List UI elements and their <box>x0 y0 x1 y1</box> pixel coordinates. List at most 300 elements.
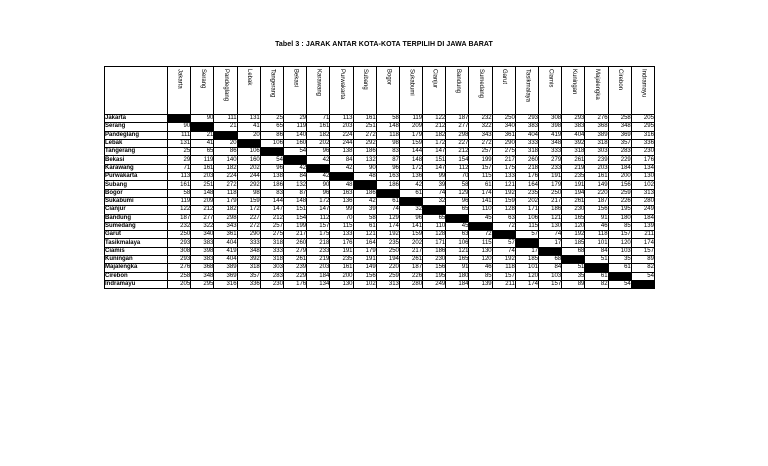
distance-cell: 348 <box>608 123 631 131</box>
distance-cell: 202 <box>515 197 538 205</box>
distance-cell: 184 <box>446 280 469 288</box>
distance-cell: 235 <box>330 256 353 264</box>
distance-cell: 184 <box>631 214 654 222</box>
distance-cell: 159 <box>399 139 422 147</box>
distance-cell: 54 <box>283 148 306 156</box>
distance-cell: 217 <box>492 156 515 164</box>
distance-cell: 184 <box>307 272 330 280</box>
diagonal-cell <box>423 206 446 214</box>
distance-cell: 102 <box>631 181 654 189</box>
distance-cell: 63 <box>446 231 469 239</box>
table-row <box>105 206 655 214</box>
distance-cell: 115 <box>469 239 492 247</box>
distance-cell: 230 <box>562 206 585 214</box>
distance-cell: 212 <box>423 123 446 131</box>
distance-cell: 68 <box>562 247 585 255</box>
distance-cell: 119 <box>283 123 306 131</box>
distance-cell: 139 <box>469 280 492 288</box>
distance-cell: 96 <box>307 148 330 156</box>
diagonal-cell <box>608 272 631 280</box>
distance-cell: 74 <box>539 231 562 239</box>
distance-cell: 249 <box>423 280 446 288</box>
table-row <box>105 131 655 139</box>
distance-cell: 224 <box>214 173 237 181</box>
distance-cell: 72 <box>492 222 515 230</box>
diagonal-cell <box>515 239 538 247</box>
distance-cell: 277 <box>446 123 469 131</box>
distance-cell: 259 <box>608 189 631 197</box>
distance-cell: 343 <box>214 222 237 230</box>
distance-cell: 32 <box>423 197 446 205</box>
distance-cell: 25 <box>168 148 191 156</box>
distance-cell: 130 <box>631 173 654 181</box>
diagonal-cell <box>492 231 515 239</box>
distance-cell: 164 <box>515 181 538 189</box>
distance-cell: 191 <box>353 256 376 264</box>
distance-cell: 185 <box>515 256 538 264</box>
distance-cell: 333 <box>539 148 562 156</box>
distance-cell: 257 <box>260 222 283 230</box>
distance-cell: 217 <box>539 197 562 205</box>
distance-cell: 115 <box>330 222 353 230</box>
distance-cell: 185 <box>562 239 585 247</box>
distance-cell: 308 <box>168 247 191 255</box>
diagonal-cell <box>307 164 330 172</box>
distance-cell: 283 <box>260 272 283 280</box>
distance-cell: 118 <box>214 189 237 197</box>
distance-cell: 176 <box>330 239 353 247</box>
distance-cell: 232 <box>168 222 191 230</box>
distance-cell: 199 <box>469 156 492 164</box>
distance-cell: 42 <box>307 156 330 164</box>
distance-cell: 191 <box>562 181 585 189</box>
distance-cell: 132 <box>353 156 376 164</box>
distance-cell: 293 <box>562 115 585 123</box>
distance-cell: 186 <box>423 247 446 255</box>
distance-cell: 156 <box>423 264 446 272</box>
distance-cell: 191 <box>330 247 353 255</box>
distance-cell: 57 <box>492 239 515 247</box>
distance-cell: 235 <box>376 239 399 247</box>
table-body <box>105 115 655 289</box>
distance-cell: 61 <box>376 197 399 205</box>
distance-cell: 203 <box>330 123 353 131</box>
distance-cell: 61 <box>608 264 631 272</box>
distance-cell: 308 <box>539 115 562 123</box>
distance-cell: 139 <box>631 222 654 230</box>
diagonal-cell <box>237 139 260 147</box>
distance-cell: 147 <box>307 206 330 214</box>
column-header-label: Sukabumi <box>408 69 415 96</box>
distance-cell: 21 <box>214 123 237 131</box>
column-header <box>515 67 538 115</box>
distance-cell: 172 <box>423 139 446 147</box>
distance-cell: 120 <box>515 272 538 280</box>
diagonal-cell <box>353 181 376 189</box>
distance-cell: 369 <box>608 131 631 139</box>
row-header: Jakarta <box>105 115 168 123</box>
row-header: Garut <box>105 231 168 239</box>
distance-cell: 182 <box>423 131 446 139</box>
distance-cell: 149 <box>353 264 376 272</box>
distance-cell: 147 <box>423 164 446 172</box>
distance-cell: 303 <box>585 148 608 156</box>
distance-cell: 179 <box>353 247 376 255</box>
column-header-label: Cirebon <box>617 69 624 91</box>
distance-cell: 111 <box>168 131 191 139</box>
distance-cell: 340 <box>492 123 515 131</box>
distance-cell: 54 <box>608 280 631 288</box>
distance-cell: 192 <box>492 189 515 197</box>
distance-cell: 404 <box>515 131 538 139</box>
distance-cell: 226 <box>399 272 422 280</box>
distance-cell: 115 <box>515 222 538 230</box>
distance-cell: 202 <box>307 139 330 147</box>
distance-cell: 118 <box>585 231 608 239</box>
distance-cell: 70 <box>330 214 353 222</box>
distance-cell: 85 <box>469 272 492 280</box>
column-header <box>539 67 562 115</box>
distance-cell: 68 <box>539 256 562 264</box>
distance-cell: 89 <box>631 256 654 264</box>
distance-cell: 295 <box>191 280 214 288</box>
distance-cell: 318 <box>237 264 260 272</box>
distance-cell: 318 <box>585 139 608 147</box>
table-row <box>105 222 655 230</box>
corner-cell <box>105 67 168 115</box>
distance-cell: 195 <box>608 206 631 214</box>
distance-cell: 84 <box>283 173 306 181</box>
row-header: Tasikmalaya <box>105 239 168 247</box>
distance-cell: 51 <box>585 256 608 264</box>
distance-cell: 199 <box>283 222 306 230</box>
distance-cell: 133 <box>330 231 353 239</box>
distance-cell: 61 <box>353 222 376 230</box>
distance-cell: 90 <box>168 123 191 131</box>
distance-cell: 120 <box>562 222 585 230</box>
column-header <box>562 67 585 115</box>
row-header: Bogor <box>105 189 168 197</box>
column-header <box>237 67 260 115</box>
distance-cell: 217 <box>283 231 306 239</box>
distance-cell: 200 <box>330 272 353 280</box>
column-header-label: Karawang <box>315 69 322 97</box>
distance-cell: 298 <box>214 214 237 222</box>
distance-cell: 318 <box>515 148 538 156</box>
distance-cell: 233 <box>539 164 562 172</box>
distance-cell: 159 <box>399 231 422 239</box>
diagonal-cell <box>330 173 353 181</box>
distance-cell: 112 <box>307 214 330 222</box>
column-header <box>376 67 399 115</box>
diagonal-cell <box>168 115 191 123</box>
distance-cell: 182 <box>214 164 237 172</box>
distance-cell: 272 <box>237 222 260 230</box>
column-header <box>307 67 330 115</box>
distance-cell: 156 <box>608 181 631 189</box>
table-row <box>105 197 655 205</box>
distance-cell: 192 <box>562 231 585 239</box>
distance-cell: 220 <box>376 264 399 272</box>
distance-cell: 141 <box>469 197 492 205</box>
distance-cell: 261 <box>399 256 422 264</box>
distance-cell: 276 <box>168 264 191 272</box>
distance-cell: 209 <box>191 197 214 205</box>
distance-cell: 179 <box>399 131 422 139</box>
distance-cell: 121 <box>446 247 469 255</box>
distance-cell: 292 <box>237 181 260 189</box>
distance-cell: 276 <box>585 115 608 123</box>
distance-cell: 383 <box>191 256 214 264</box>
distance-cell: 171 <box>423 239 446 247</box>
distance-cell: 90 <box>307 181 330 189</box>
distance-cell: 174 <box>631 239 654 247</box>
distance-cell: 212 <box>191 206 214 214</box>
distance-cell: 404 <box>214 239 237 247</box>
distance-cell: 218 <box>307 239 330 247</box>
distance-cell: 258 <box>608 115 631 123</box>
table-row <box>105 256 655 264</box>
column-header-label: Majalengka <box>593 69 600 100</box>
distance-cell: 176 <box>283 280 306 288</box>
distance-cell: 84 <box>330 156 353 164</box>
distance-cell: 172 <box>399 164 422 172</box>
distance-cell: 128 <box>492 206 515 214</box>
distance-cell: 239 <box>585 156 608 164</box>
distance-cell: 419 <box>214 247 237 255</box>
distance-cell: 130 <box>539 222 562 230</box>
distance-cell: 279 <box>539 156 562 164</box>
distance-cell: 48 <box>353 173 376 181</box>
distance-cell: 333 <box>260 247 283 255</box>
distance-cell: 71 <box>168 164 191 172</box>
table-row <box>105 264 655 272</box>
distance-cell: 187 <box>168 214 191 222</box>
distance-cell: 348 <box>539 139 562 147</box>
distance-cell: 233 <box>307 247 330 255</box>
row-header: Sukabumi <box>105 197 168 205</box>
distance-cell: 250 <box>492 115 515 123</box>
distance-cell: 165 <box>562 214 585 222</box>
distance-cell: 220 <box>585 189 608 197</box>
distance-cell: 235 <box>562 173 585 181</box>
distance-cell: 96 <box>399 214 422 222</box>
distance-cell: 74 <box>376 206 399 214</box>
distance-cell: 182 <box>307 131 330 139</box>
distance-cell: 389 <box>214 264 237 272</box>
distance-cell: 118 <box>376 131 399 139</box>
distance-cell: 61 <box>585 272 608 280</box>
distance-cell: 187 <box>399 264 422 272</box>
table-row <box>105 164 655 172</box>
distance-cell: 244 <box>330 139 353 147</box>
row-header: Pandeglang <box>105 131 168 139</box>
distance-cell: 404 <box>214 256 237 264</box>
distance-cell: 91 <box>585 214 608 222</box>
column-header <box>469 67 492 115</box>
distance-cell: 140 <box>214 156 237 164</box>
distance-cell: 398 <box>539 123 562 131</box>
column-header-label: Tasikmalaya <box>524 69 531 103</box>
distance-cell: 303 <box>260 264 283 272</box>
distance-cell: 42 <box>399 181 422 189</box>
column-header <box>214 67 237 115</box>
distance-cell: 275 <box>492 148 515 156</box>
distance-cell: 172 <box>307 197 330 205</box>
distance-cell: 343 <box>469 131 492 139</box>
distance-cell: 42 <box>330 164 353 172</box>
distance-cell: 336 <box>237 280 260 288</box>
distance-cell: 340 <box>191 231 214 239</box>
distance-cell: 82 <box>585 280 608 288</box>
distance-cell: 174 <box>515 280 538 288</box>
distance-cell: 280 <box>631 197 654 205</box>
distance-cell: 227 <box>237 214 260 222</box>
distance-cell: 182 <box>214 206 237 214</box>
distance-cell: 251 <box>353 123 376 131</box>
distance-cell: 251 <box>191 181 214 189</box>
distance-cell: 392 <box>237 256 260 264</box>
distance-cell: 176 <box>515 173 538 181</box>
distance-cell: 106 <box>260 139 283 147</box>
table-row <box>105 214 655 222</box>
distance-cell: 172 <box>237 206 260 214</box>
distance-cell: 45 <box>446 222 469 230</box>
row-header: Karawang <box>105 164 168 172</box>
distance-cell: 232 <box>469 115 492 123</box>
distance-cell: 250 <box>168 231 191 239</box>
distance-cell: 140 <box>283 131 306 139</box>
distance-cell: 180 <box>608 214 631 222</box>
distance-cell: 87 <box>283 189 306 197</box>
distance-cell: 120 <box>469 256 492 264</box>
distance-cell: 163 <box>330 189 353 197</box>
distance-cell: 209 <box>399 123 422 131</box>
diagonal-cell <box>585 264 608 272</box>
distance-cell: 74 <box>423 189 446 197</box>
table-row <box>105 280 655 288</box>
table-row <box>105 272 655 280</box>
distance-cell: 46 <box>469 264 492 272</box>
distance-cell: 219 <box>307 256 330 264</box>
distance-cell: 148 <box>191 189 214 197</box>
distance-cell: 25 <box>260 115 283 123</box>
distance-cell: 165 <box>446 256 469 264</box>
distance-cell: 103 <box>539 272 562 280</box>
distance-cell: 129 <box>446 189 469 197</box>
row-header: Subang <box>105 181 168 189</box>
diagonal-cell <box>446 214 469 222</box>
column-header-label: Jakarta <box>176 69 183 89</box>
distance-cell: 244 <box>237 173 260 181</box>
distance-cell: 277 <box>191 214 214 222</box>
distance-cell: 51 <box>562 264 585 272</box>
distance-cell: 120 <box>608 239 631 247</box>
column-header <box>283 67 306 115</box>
distance-cell: 318 <box>260 239 283 247</box>
distance-cell: 90 <box>353 164 376 172</box>
distance-cell: 119 <box>399 115 422 123</box>
column-header-label: Bandung <box>454 69 461 94</box>
distance-cell: 180 <box>446 272 469 280</box>
distance-cell: 229 <box>283 272 306 280</box>
distance-cell: 35 <box>562 272 585 280</box>
header-row <box>105 67 655 115</box>
distance-cell: 279 <box>283 247 306 255</box>
distance-cell: 333 <box>515 139 538 147</box>
distance-cell: 229 <box>608 156 631 164</box>
distance-cell: 113 <box>168 173 191 181</box>
distance-cell: 138 <box>260 173 283 181</box>
distance-cell: 157 <box>608 231 631 239</box>
table-row <box>105 181 655 189</box>
distance-cell: 212 <box>446 148 469 156</box>
distance-cell: 260 <box>515 156 538 164</box>
row-header: Indramayu <box>105 280 168 288</box>
column-header-label: Bogor <box>385 69 392 86</box>
distance-cell: 39 <box>353 206 376 214</box>
distance-cell: 202 <box>237 164 260 172</box>
distance-cell: 148 <box>399 156 422 164</box>
distance-cell: 113 <box>330 115 353 123</box>
column-header <box>191 67 214 115</box>
distance-cell: 45 <box>469 214 492 222</box>
column-header-label: Sumedang <box>478 69 485 99</box>
distance-cell: 133 <box>492 173 515 181</box>
column-header <box>423 67 446 115</box>
distance-cell: 48 <box>330 181 353 189</box>
distance-cell: 179 <box>214 197 237 205</box>
distance-cell: 159 <box>237 197 260 205</box>
distance-cell: 318 <box>260 256 283 264</box>
row-header: Bandung <box>105 214 168 222</box>
column-header-label: Subang <box>362 69 369 90</box>
row-header: Lebak <box>105 139 168 147</box>
column-header-label: Garut <box>501 69 508 85</box>
distance-cell: 96 <box>260 164 283 172</box>
distance-cell: 191 <box>539 173 562 181</box>
distance-cell: 203 <box>191 173 214 181</box>
distance-cell: 156 <box>353 272 376 280</box>
distance-cell: 211 <box>631 231 654 239</box>
distance-cell: 20 <box>237 131 260 139</box>
distance-cell: 184 <box>608 164 631 172</box>
distance-cell: 192 <box>492 256 515 264</box>
distance-cell: 21 <box>191 131 214 139</box>
distance-cell: 154 <box>446 156 469 164</box>
diagonal-cell <box>469 222 492 230</box>
distance-cell: 200 <box>608 173 631 181</box>
row-header: Majalengka <box>105 264 168 272</box>
table-row <box>105 189 655 197</box>
table-row <box>105 156 655 164</box>
distance-cell: 195 <box>423 272 446 280</box>
distance-cell: 106 <box>237 148 260 156</box>
distance-cell: 272 <box>214 181 237 189</box>
distance-cell: 119 <box>168 197 191 205</box>
distance-cell: 258 <box>168 272 191 280</box>
distance-cell: 131 <box>237 115 260 123</box>
distance-cell: 99 <box>423 173 446 181</box>
diagonal-cell <box>214 131 237 139</box>
distance-cell: 272 <box>469 139 492 147</box>
distance-cell: 32 <box>399 206 422 214</box>
distance-cell: 39 <box>423 181 446 189</box>
column-header-label: Indramayu <box>640 69 647 98</box>
distance-cell: 202 <box>399 239 422 247</box>
column-header <box>585 67 608 115</box>
distance-cell: 101 <box>585 239 608 247</box>
